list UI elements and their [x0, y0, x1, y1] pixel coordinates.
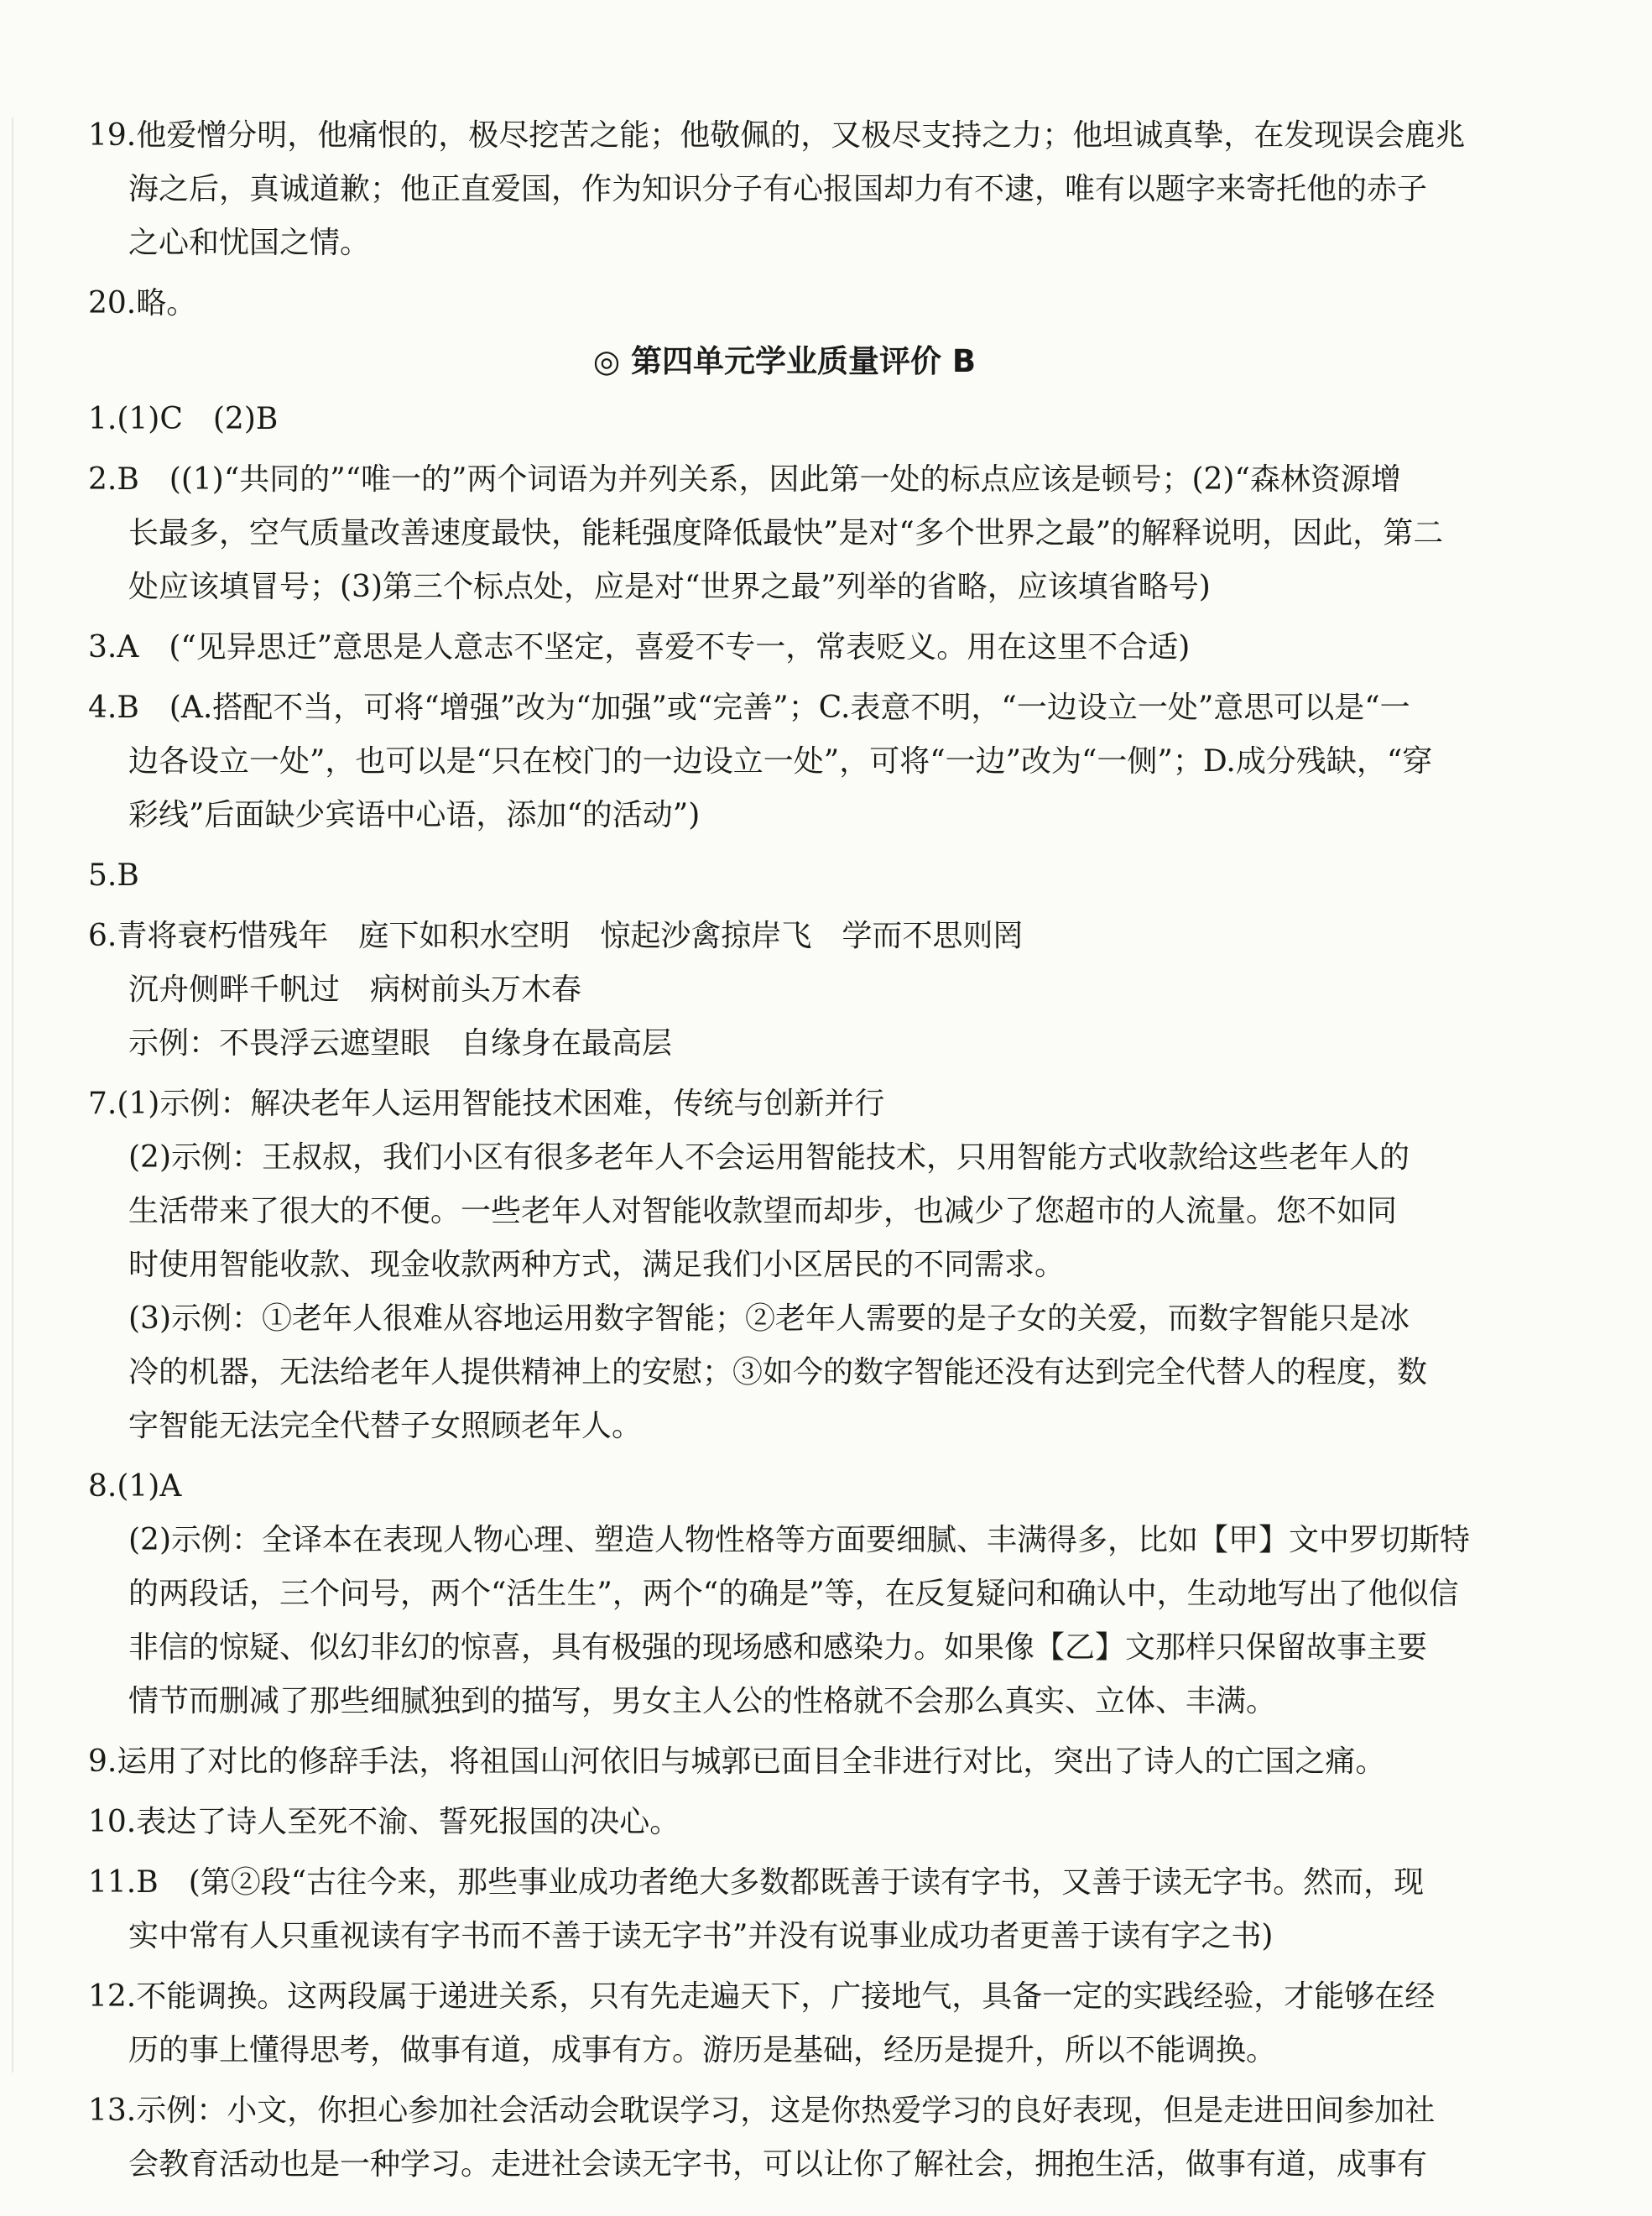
answer-line: 字智能无法完全代替子女照顾老年人。 — [128, 1409, 643, 1443]
answer-line: 时使用智能收款、现金收款两种方式，满足我们小区居民的不同需求。 — [128, 1248, 1066, 1282]
answer-line: 历的事上懂得思考，做事有道，成事有方。游历是基础，经历是提升，所以不能调换。 — [128, 2033, 1277, 2067]
answer-3 — [88, 621, 1481, 675]
page-margin-rule — [12, 117, 13, 2073]
answer-line: 19.他爱憎分明，他痛恨的，极尽挖苦之能；他敬佩的，又极尽支持之力；他坦诚真挚，在发现误会鹿兆 — [88, 118, 1466, 153]
answer-line: 7.(1)示例：解决老年人运用智能技术困难，传统与创新并行 — [88, 1087, 885, 1121]
answer-11 — [88, 1856, 1481, 1963]
answer-line: (2)示例：王叔叔，我们小区有很多老年人不会运用智能技术，只用智能方式收款给这些老年人的 — [128, 1140, 1410, 1175]
answer-line: 处应该填冒号；(3)第三个标点处，应是对“世界之最”列举的省略，应该填省略号) — [128, 570, 1211, 604]
section-heading: ◎ 第四单元学业质量评价 B — [592, 343, 977, 379]
answer-line: 示例：不畏浮云遮望眼 自缘身在最高层 — [128, 1026, 673, 1061]
answer-8 — [88, 1460, 1481, 1728]
answer-9 — [88, 1735, 1481, 1789]
answer-2 — [88, 453, 1481, 614]
answer-line: 13.示例：小文，你担心参加社会活动会耽误学习，这是你热爱学习的良好表现，但是走进田间参加社 — [88, 2093, 1436, 2128]
answer-line: 之心和忧国之情。 — [128, 226, 371, 260]
answer-line: 2.B ((1)“共同的”“唯一的”两个词语为并列关系，因此第一处的标点应该是顿号；(2)“森林资源增 — [88, 462, 1401, 497]
answer-line: 1.(1)C (2)B — [88, 402, 279, 436]
answer-20 — [88, 277, 1481, 331]
answer-line: 10.表达了诗人至死不渝、誓死报国的决心。 — [88, 1805, 680, 1839]
answer-line: 彩线”后面缺少宾语中心语，添加“的活动”) — [128, 798, 701, 832]
answer-line: 冷的机器，无法给老年人提供精神上的安慰；③如今的数字智能还没有达到完全代替人的程度，数 — [128, 1355, 1428, 1390]
answer-line: 20.略。 — [88, 286, 197, 321]
answer-line: 情节而删减了那些细腻独到的描写，男女主人公的性格就不会那么真实、立体、丰满。 — [128, 1684, 1277, 1718]
answer-line: 4.B (A.搭配不当，可将“增强”改为“加强”或“完善”；C.表意不明，“一边设立一处”意思可以是“一 — [88, 691, 1410, 725]
answer-line: 非信的惊疑、似幻非幻的惊喜，具有极强的现场感和感染力。如果像【乙】文那样只保留故事主要 — [128, 1630, 1428, 1665]
answer-6 — [88, 910, 1481, 1071]
answer-line: 的两段话，三个问号，两个“活生生”，两个“的确是”等，在反复疑问和确认中，生动地写出了他似信 — [128, 1577, 1459, 1611]
answer-line: 边各设立一处”，也可以是“只在校门的一边设立一处”，可将“一边”改为“一侧”；D.成分残缺，“穿 — [128, 744, 1433, 779]
answer-line: 8.(1)A — [88, 1469, 182, 1504]
answer-line: 生活带来了很大的不便。一些老年人对智能收款望而却步，也减少了您超市的人流量。您不如同 — [128, 1194, 1398, 1228]
answer-page — [88, 109, 1481, 2192]
answer-line: 海之后，真诚道歉；他正直爱国，作为知识分子有心报国却力有不逮，唯有以题字来寄托他的赤子 — [128, 172, 1428, 206]
answer-line: 长最多，空气质量改善速度最快，能耗强度降低最快”是对“多个世界之最”的解释说明，因此，第二 — [128, 516, 1444, 550]
answer-line: (2)示例：全译本在表现人物心理、塑造人物性格等方面要细腻、丰满得多，比如【甲】文中罗切斯特 — [128, 1523, 1470, 1557]
answer-line: 3.A (“见异思迁”意思是人意志不坚定，喜爱不专一，常表贬义。用在这里不合适) — [88, 630, 1191, 665]
answer-line: 9.运用了对比的修辞手法，将祖国山河依旧与城郭已面目全非进行对比，突出了诗人的亡国之痛。 — [88, 1744, 1386, 1779]
answer-line: 12.不能调换。这两段属于递进关系，只有先走遍天下，广接地气，具备一定的实践经验，才能够在经 — [88, 1979, 1436, 2014]
answer-19 — [88, 109, 1481, 270]
answer-line: 沉舟侧畔千帆过 病树前头万木春 — [128, 972, 582, 1007]
answer-5 — [88, 849, 1481, 903]
answer-line: (3)示例：①老年人很难从容地运用数字智能；②老年人需要的是子女的关爱，而数字智能只是冰 — [128, 1301, 1410, 1336]
answer-4 — [88, 681, 1481, 842]
answer-line: 实中常有人只重视读有字书而不善于读无字书”并没有说事业成功者更善于读有字之书) — [128, 1919, 1274, 1953]
answer-1 — [88, 393, 1481, 446]
answer-10 — [88, 1796, 1481, 1849]
answer-line: 6.青将衰朽惜残年 庭下如积水空明 惊起沙禽掠岸飞 学而不思则罔 — [88, 919, 1024, 953]
answer-7 — [88, 1077, 1481, 1453]
answer-13 — [88, 2084, 1481, 2192]
answer-line: 会教育活动也是一种学习。走进社会读无字书，可以让你了解社会，拥抱生活，做事有道，成事有 — [128, 2147, 1428, 2182]
answer-12 — [88, 1970, 1481, 2078]
answer-line: 5.B — [88, 858, 139, 893]
answer-line: 11.B (第②段“古往今来，那些事业成功者绝大多数都既善于读有字书，又善于读无字书。然而，现 — [88, 1865, 1425, 1900]
